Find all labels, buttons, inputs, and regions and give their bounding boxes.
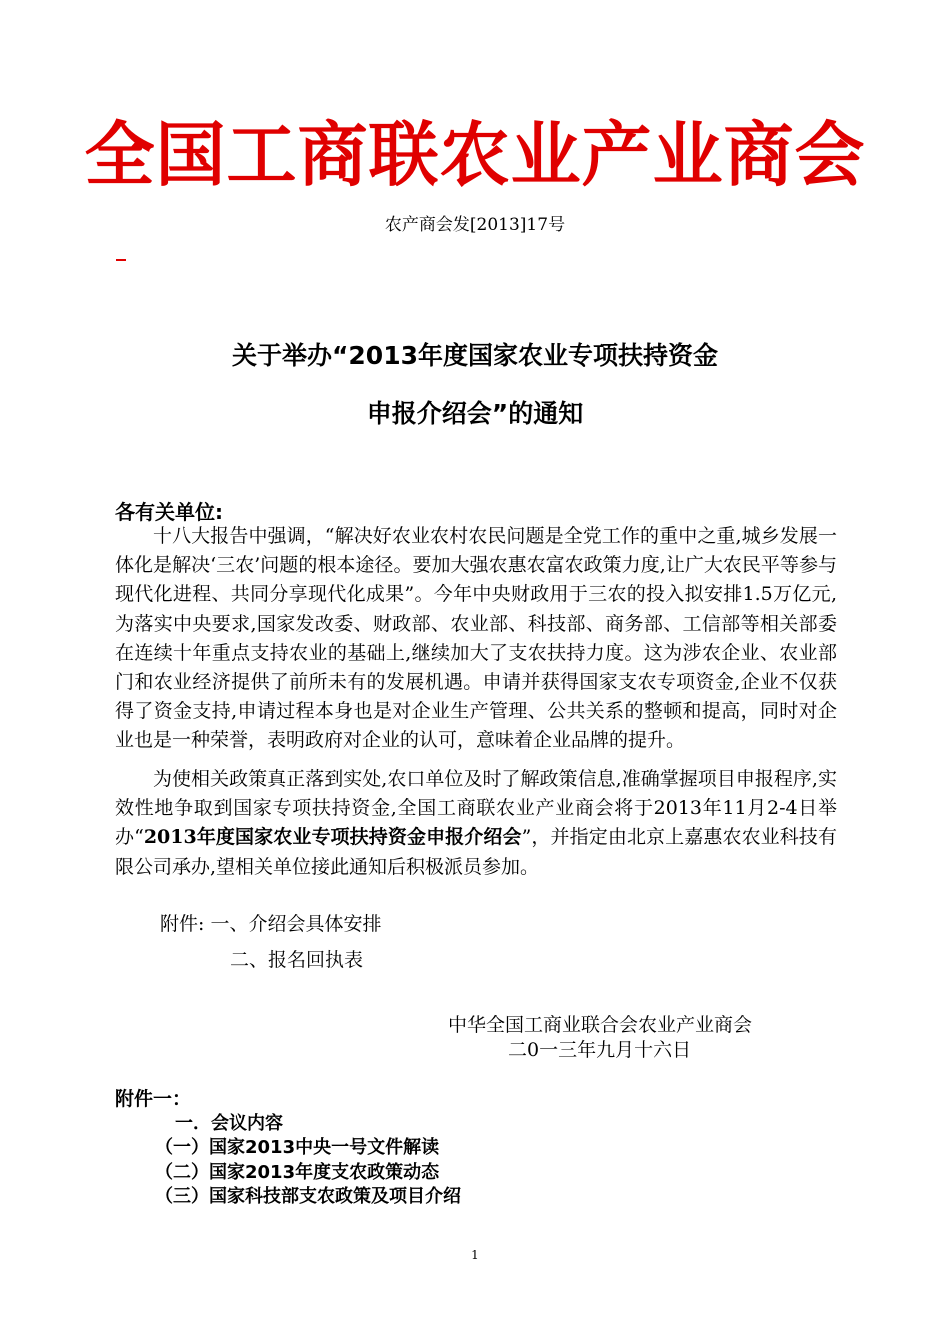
annex-item: （二）国家2013年度支农政策动态	[155, 1162, 440, 1183]
annex-title: 附件一：	[115, 1088, 192, 1110]
paragraph-2-part-1: 为使相关政策真正落到实处,农口单位及时了解政策信息,准确掌握项目申报程序,实效性地争取到国家专项扶持资金,全国工商联农业产业商会将于2013年11月2-4日举办“	[115, 768, 837, 849]
notice-title-line-1: 关于举办“2013年度国家农业专项扶持资金	[231, 341, 718, 370]
signature-organization: 中华全国工商业联合会农业产业商会	[448, 1014, 753, 1036]
notice-title-line-2: 申报介绍会”的通知	[366, 399, 584, 428]
red-rule-mark	[116, 259, 126, 261]
paragraph-1-text: 十八大报告中强调，“解决好农业农村农民问题是全党工作的重中之重,城乡发展一体化是解决‘三农’问题的根本途径。要加大强农惠农富农政策力度,让广大农民平等参与现代化进程、共同分享现代化成果”。今年中央财政用于三农的投入拟安排1.5万亿元,为落实中央要求,国家发改委、财政部、农业部、科技部、商务部、工信部等相关部委在连续十年重点支持农业的基础上,继续加大了支农扶持力度。这为涉农企业、农业部门和农业经济提供了前所未有的发展机遇。申请并获得国家支农专项资金,企业不仅获得了资金支持,申请过程本身也是对企业生产管理、公共关系的整顿和提高，同时对企业也是一种荣誉，表明政府对企业的认可，意味着企业品牌的提升。	[115, 525, 837, 752]
document-number: 农产商会发[2013]17号	[384, 215, 566, 235]
body-paragraph-1	[115, 522, 837, 756]
attachment-line-2: 二、报名回执表	[230, 949, 364, 971]
page-number: 1	[471, 1248, 479, 1262]
body-paragraph-2	[115, 765, 837, 882]
annex-item: （三）国家科技部支农政策及项目介绍	[155, 1186, 461, 1207]
salutation: 各有关单位:	[115, 500, 223, 524]
paragraph-2-event-name: 2013年度国家农业专项扶持资金申报介绍会	[143, 826, 522, 849]
paragraph-2-part-2: ”，并指定由北京上嘉惠农农业科技有限公司承办,望相关单位接此通知后积极派员参加。	[115, 826, 838, 878]
attachment-line-1: 附件: 一、介绍会具体安排	[160, 913, 382, 935]
annex-item: 一．会议内容	[175, 1113, 283, 1134]
annex-item: （一）国家2013中央一号文件解读	[155, 1137, 440, 1158]
organization-header: 全国工商联农业产业商会	[84, 114, 866, 196]
signature-date: 二0一三年九月十六日	[508, 1039, 692, 1061]
paragraph-2-text	[115, 765, 837, 882]
